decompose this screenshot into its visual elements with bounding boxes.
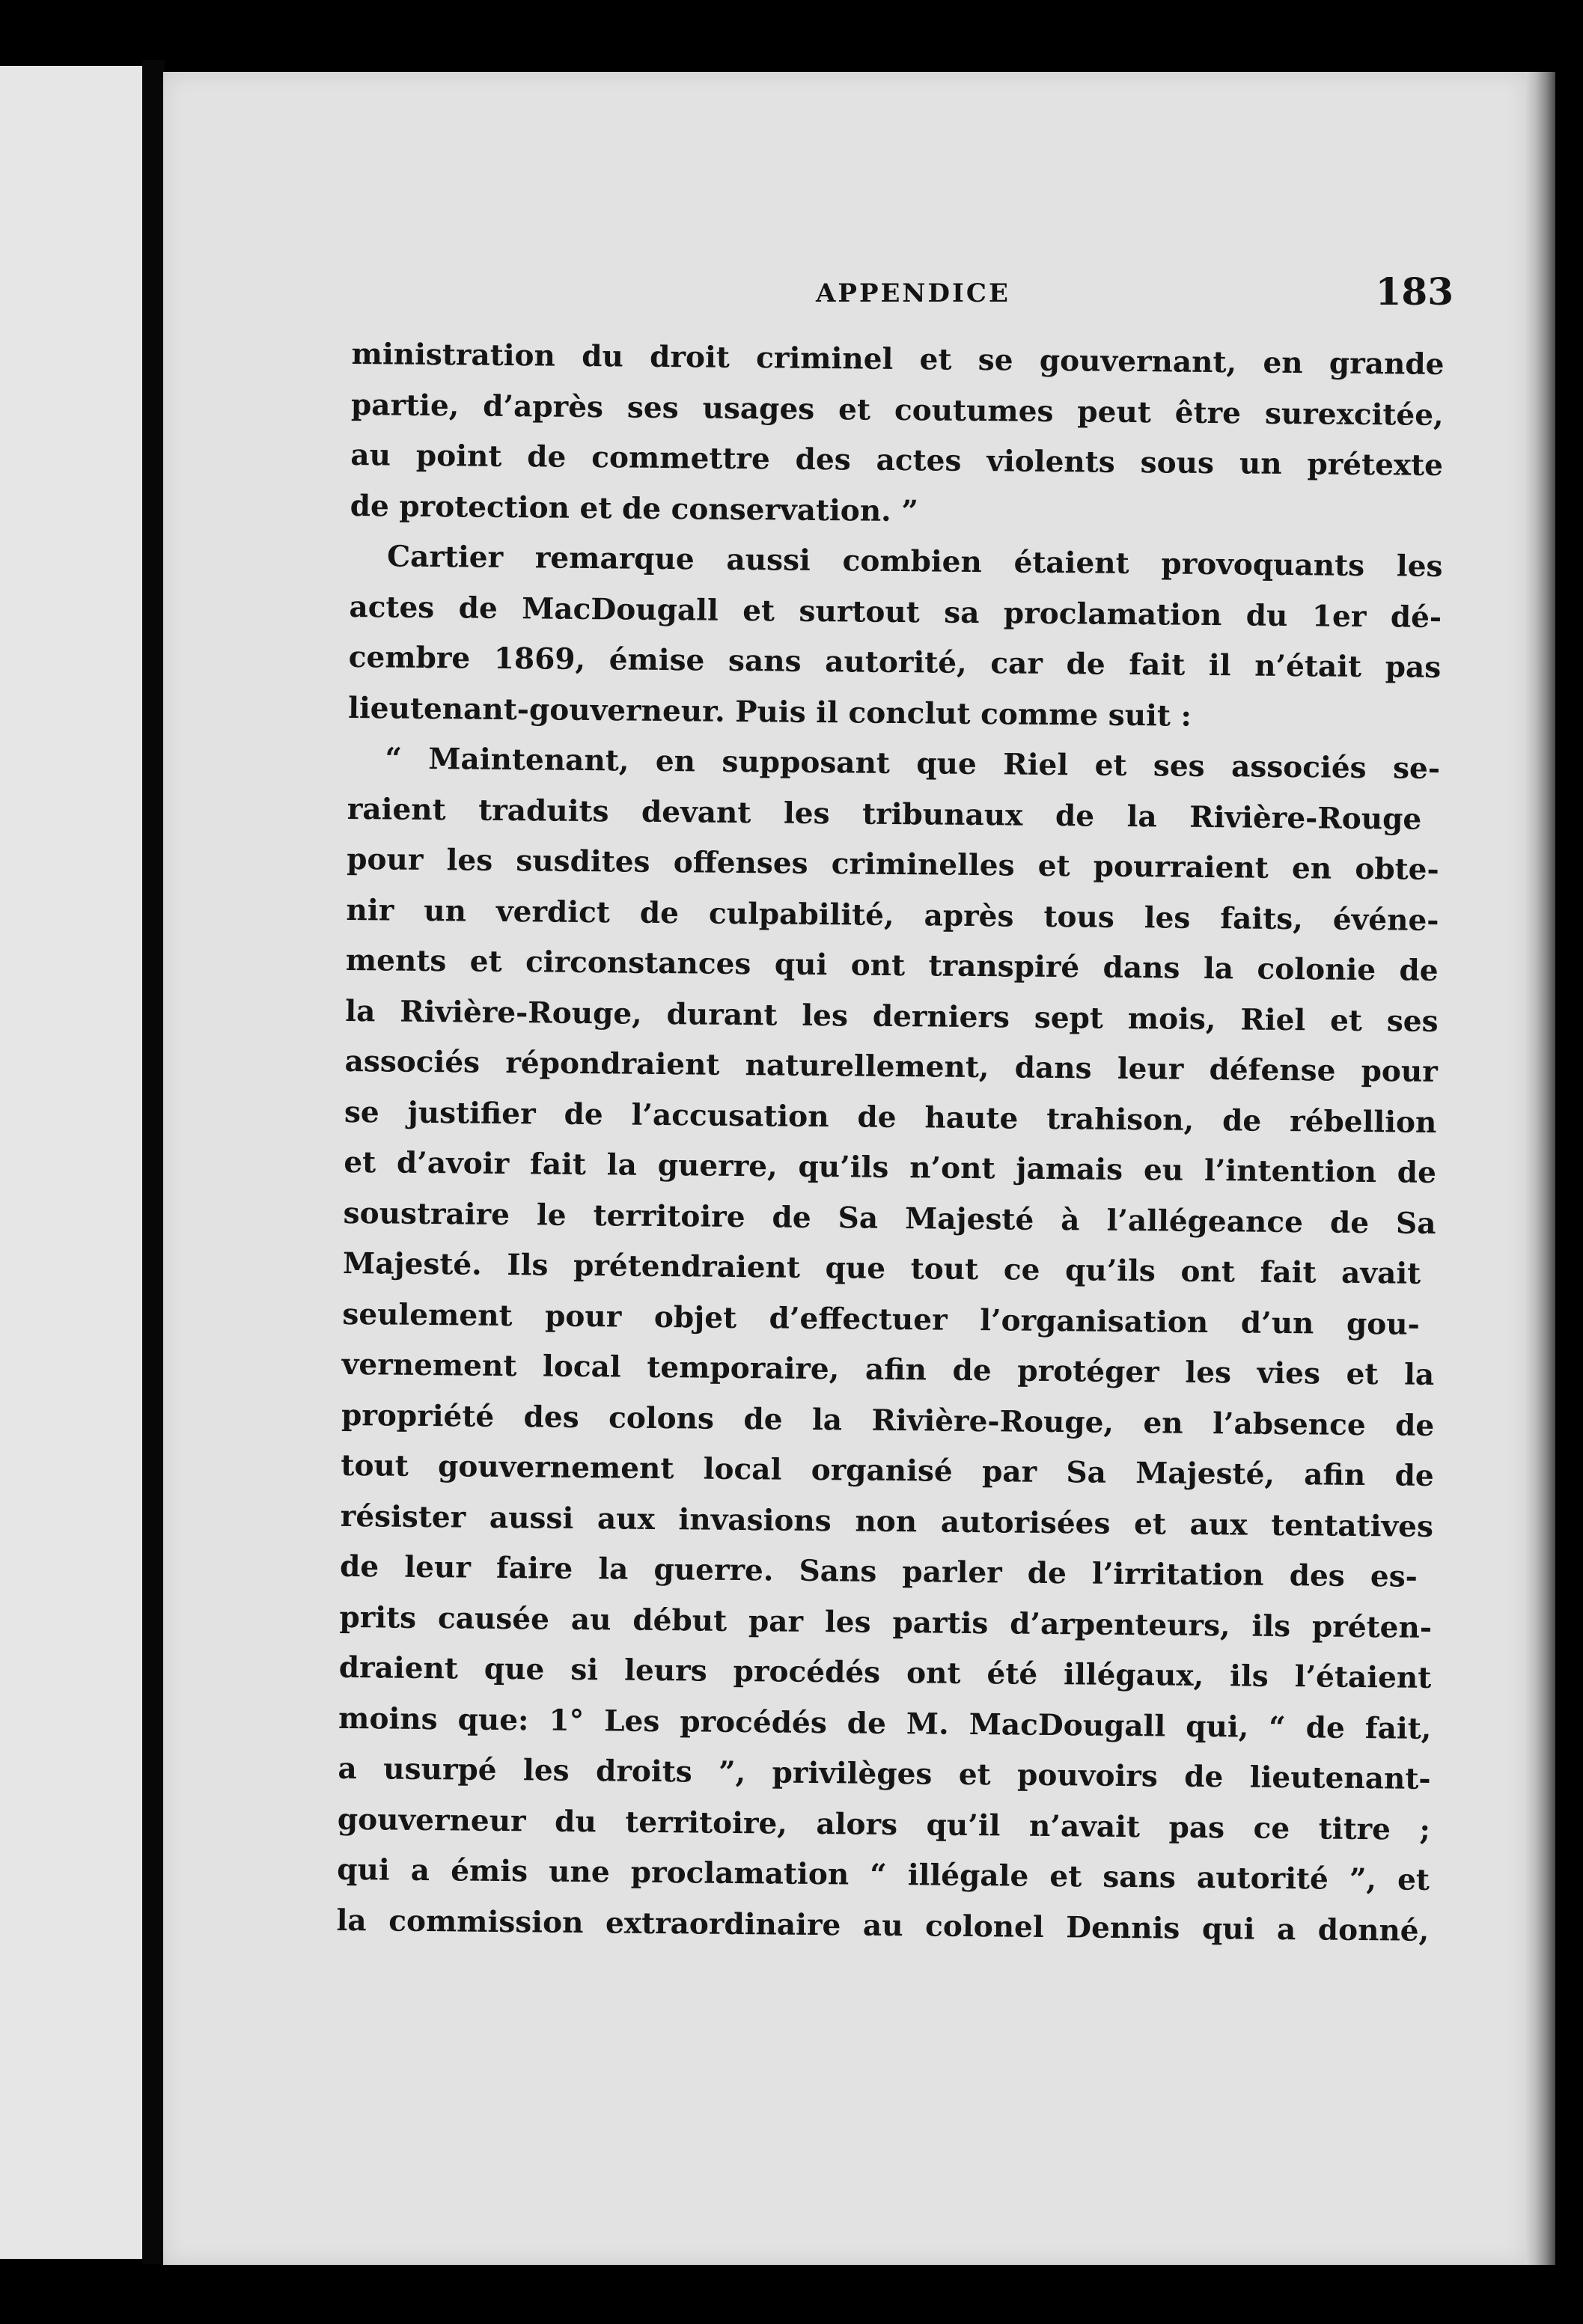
text-line: tout gouvernement local organisé par Sa Majesté, afin de [341,1448,1434,1493]
body-text [336,329,1445,1957]
text-line: a usurpé les droits ”, privilèges et pouvoirs de lieutenant- [338,1751,1431,1796]
text-line: vernement local temporaire, afin de protéger les vies et la [341,1346,1435,1392]
gutter-shadow [142,60,165,2264]
text-line: qui a émis une proclamation “ illégale et sans autorité ”, et [337,1852,1430,1897]
text-line: la commission extraordinaire au colonel Dennis qui a donné, [336,1903,1430,1948]
text-line: la Rivière-Rouge, durant les derniers sept mois, Riel et ses [345,993,1439,1039]
text-line: draient que si leurs procédés ont été illégaux, ils l’étaient [338,1650,1432,1695]
text-line: et d’avoir fait la guerre, qu’ils n’ont jamais eu l’intention de [344,1144,1437,1190]
text-line: associés répondraient naturellement, dans leur défense pour [344,1043,1439,1089]
text-line: pour les susdites offenses criminelles et pourraient en obte- [346,841,1439,887]
text-line: cembre 1869, émise sans autorité, car de fait il n’était pas [348,639,1442,685]
text-line: moins que: 1° Les procédés de M. MacDougall qui, “ de fait, [338,1701,1432,1746]
text-line: nir un verdict de culpabilité, après tous les faits, événe- [346,892,1439,938]
text-line: partie, d’après ses usages et coutumes peut être surexcitée, [350,387,1444,433]
text-line: actes de MacDougall et surtout sa proclamation du 1er dé- [349,589,1442,635]
text-line: ments et circonstances qui ont transpiré dans la colonie de [345,942,1439,988]
text-line: ministration du droit criminel et se gouvernant, en grande [351,336,1445,382]
text-line: raient traduits devant les tribunaux de la Rivière-Rouge [347,791,1422,837]
text-line: de leur faire la guerre. Sans parler de l’irritation des es- [339,1549,1418,1594]
text-line: soustraire le territoire de Sa Majesté à l’allégeance de Sa [343,1195,1436,1241]
text-line: Majesté. Ils prétendraient que tout ce qu’ils ont fait avait [342,1245,1421,1291]
text-line: résister aussi aux invasions non autorisées et aux tentatives [340,1498,1434,1544]
text-line: propriété des colons de la Rivière-Rouge, en l’absence de [341,1397,1435,1443]
text-line: de protection et de conservation. ” [350,488,918,528]
page-header [165,266,1454,326]
text-line: seulement pour objet d’effectuer l’organisation d’un gou- [342,1296,1421,1342]
text-line: “ Maintenant, en supposant que Riel et ses associés se- [385,741,1441,786]
text-line: lieutenant-gouverneur. Puis il conclut comme suit : [347,690,1192,734]
text-line: gouverneur du territoire, alors qu’il n’avait pas ce titre ; [337,1802,1431,1847]
page-fore-edge [1525,72,1555,2265]
page-number: 183 [1375,269,1454,314]
running-head: APPENDICE [816,278,1010,308]
text-line: Cartier remarque aussi combien étaient provoquants les [386,539,1443,585]
text-line: prits causée au début par les partis d’arpenteurs, ils préten- [339,1599,1433,1645]
text-line: se justifier de l’accusation de haute trahison, de rébellion [344,1094,1437,1140]
text-line: au point de commettre des actes violents sous un prétexte [350,437,1444,484]
facing-page-edge [0,66,142,2259]
